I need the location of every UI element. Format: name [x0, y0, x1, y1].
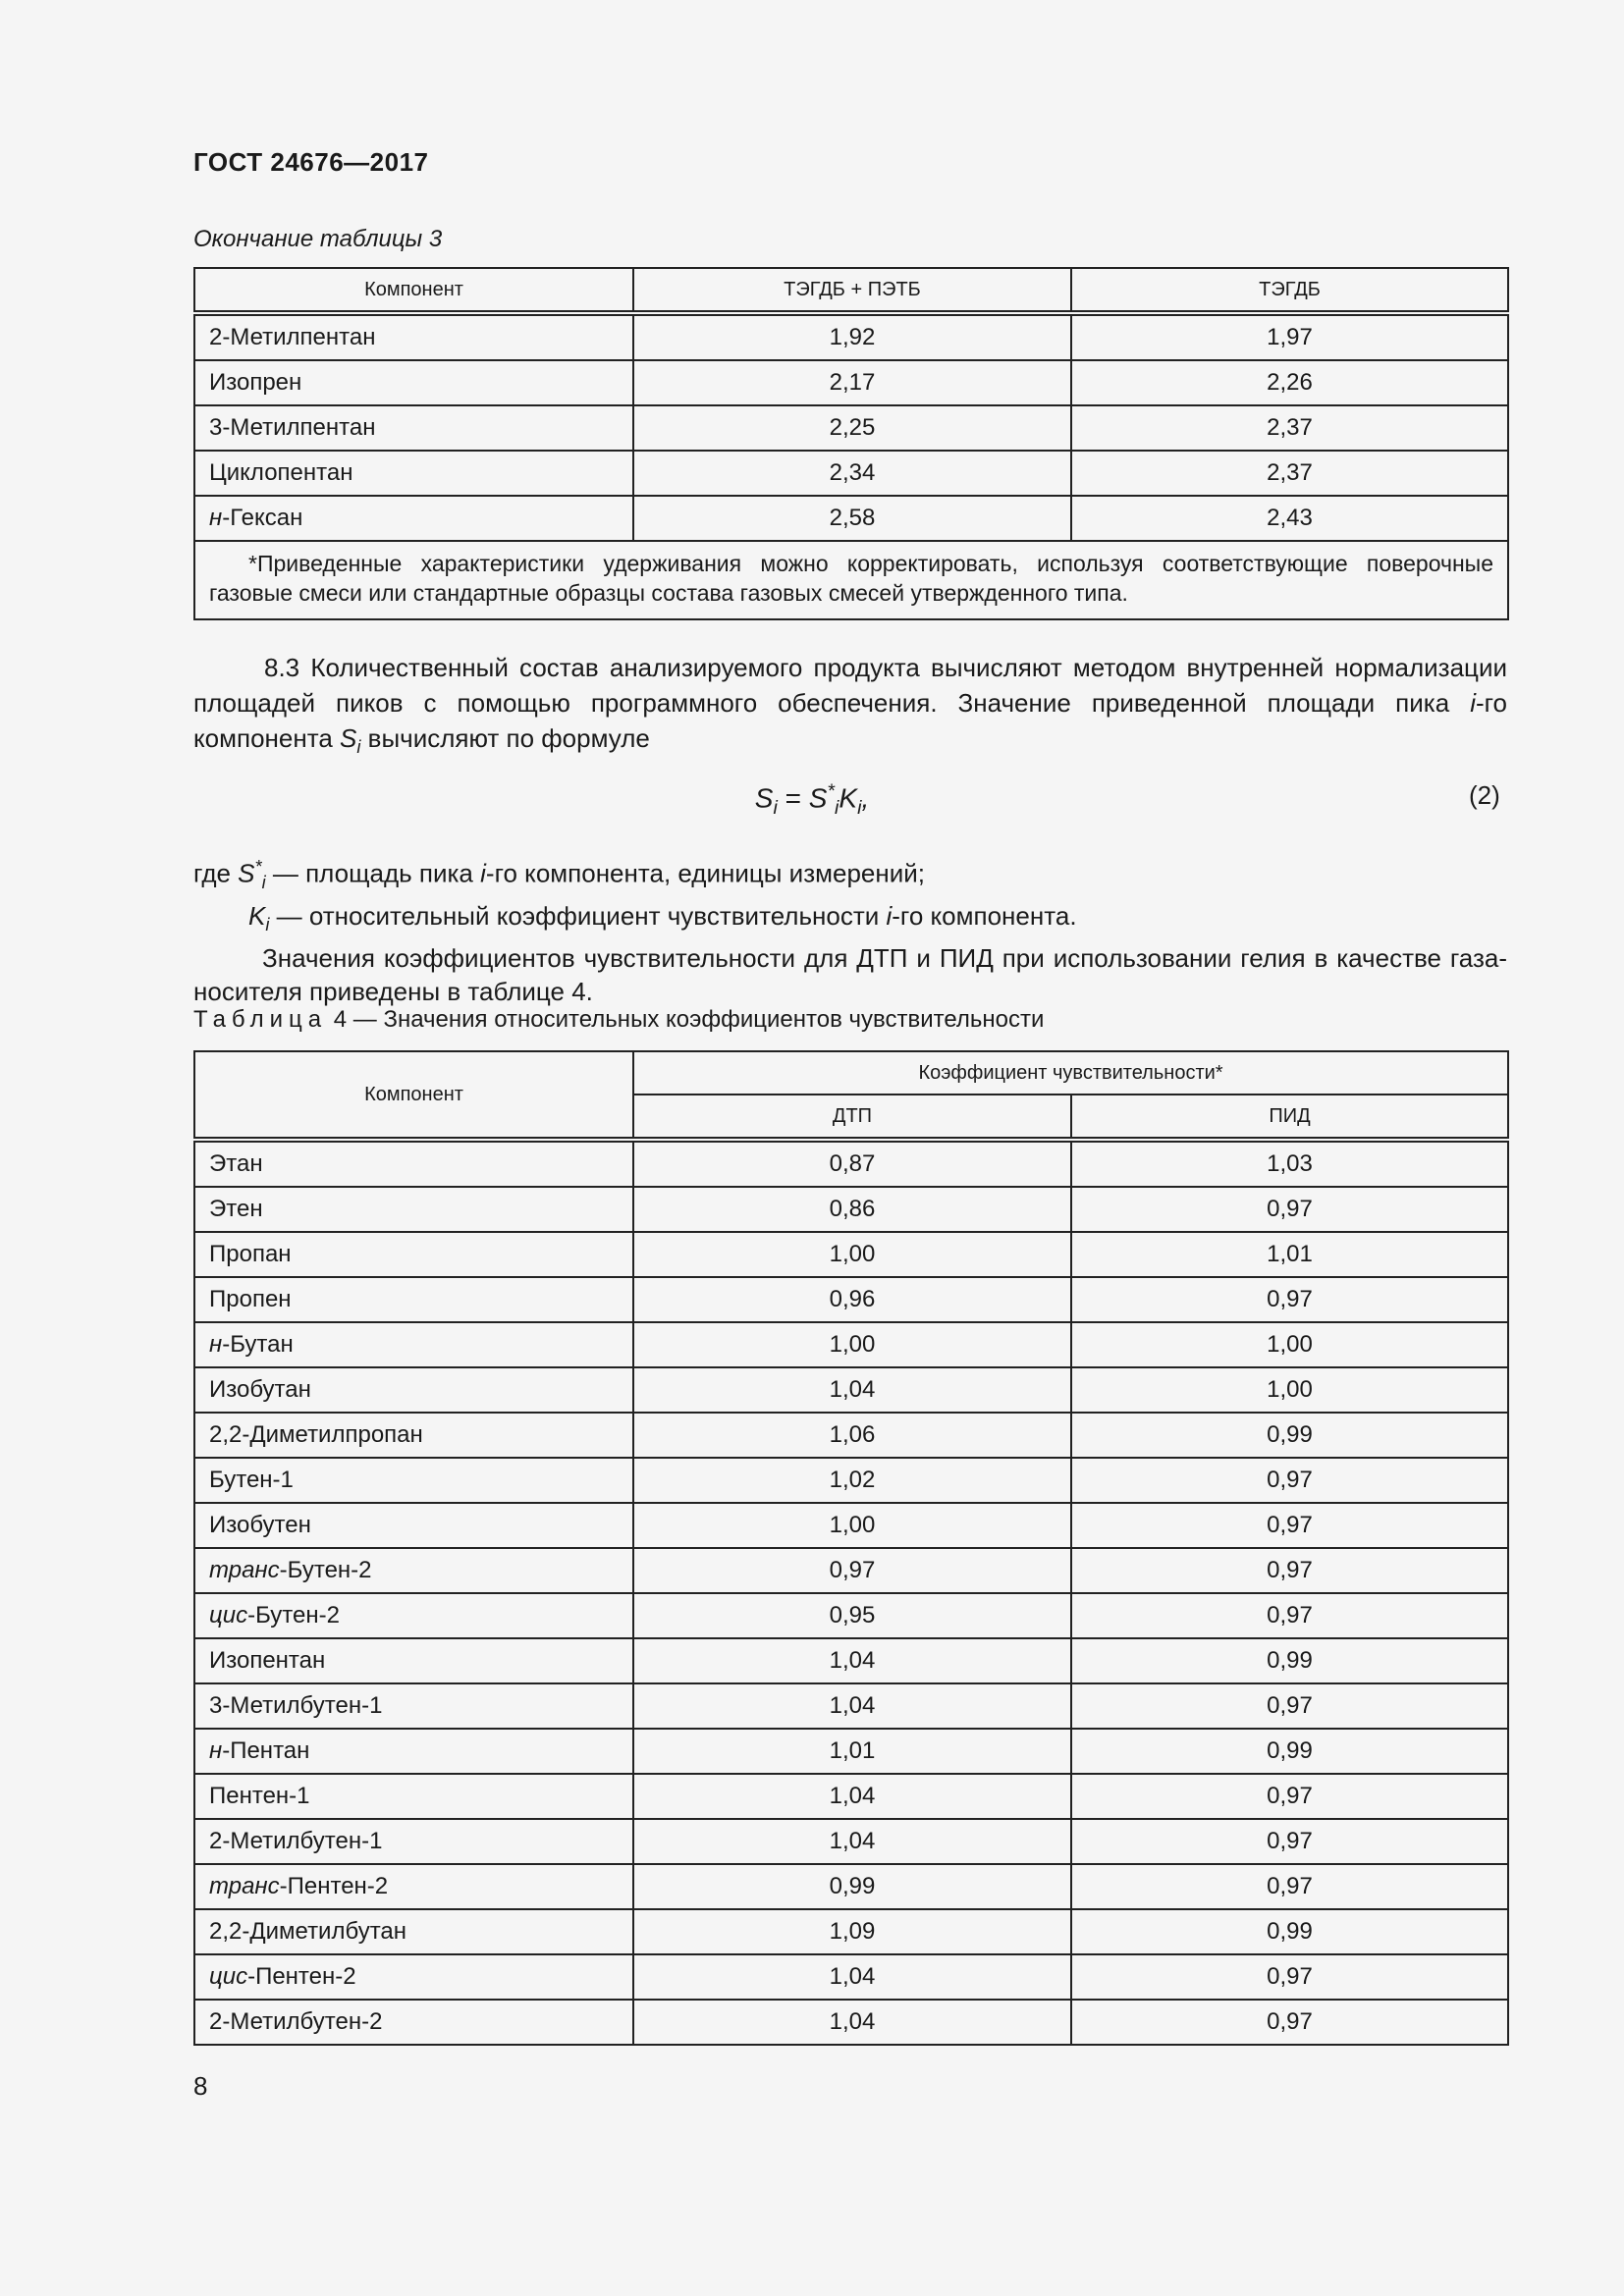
component-name: 2,2-Диметилпропан [209, 1420, 423, 1448]
table-row [194, 1413, 1508, 1458]
para1-s-sub: i [356, 737, 361, 758]
table3-note-text: *Приведенные характеристики удерживания можно корректировать, используя соответствующие поверочные газовые смеси или стандартные образцы состава газовых смесей утвержденного типа. [209, 551, 1493, 606]
component-name: -Бутан [222, 1330, 294, 1358]
value-cell: 2,43 [1071, 496, 1508, 541]
component-name: -Пентен-2 [279, 1872, 389, 1899]
table3-col-component: Компонент [194, 268, 633, 313]
value-cell: 1,04 [633, 1774, 1071, 1819]
component-name-cell [194, 1140, 633, 1187]
component-name-cell [194, 1683, 633, 1729]
value-cell: 0,99 [1071, 1729, 1508, 1774]
table-row [194, 2000, 1508, 2045]
component-name: Этен [209, 1195, 263, 1222]
component-name-cell [194, 1187, 633, 1232]
component-name-cell [194, 1277, 633, 1322]
component-name-cell [194, 360, 633, 405]
table-row [194, 1729, 1508, 1774]
table-row [194, 405, 1508, 451]
component-name: 2-Метилбутен-2 [209, 2007, 383, 2035]
table3-col-tegdb: ТЭГДБ [1071, 268, 1508, 313]
component-name: -Пентан [222, 1736, 310, 1764]
where-k: K [248, 900, 266, 931]
component-name: Изобутен [209, 1511, 311, 1538]
component-name: 2,2-Диметилбутан [209, 1917, 407, 1945]
where-s-sup: * [254, 857, 262, 877]
table-row [194, 451, 1508, 496]
where-s-sub: i [261, 872, 266, 892]
value-cell: 1,04 [633, 1367, 1071, 1413]
table4-col-component: Компонент [194, 1051, 633, 1140]
table-row [194, 1638, 1508, 1683]
table3-note [194, 541, 1508, 619]
table4-header-row-1 [194, 1051, 1508, 1095]
table3-note-row [194, 541, 1508, 619]
where-k-sub: i [265, 915, 270, 935]
value-cell: 1,92 [633, 313, 1071, 360]
value-cell: 1,09 [633, 1909, 1071, 1954]
where-lead: где [193, 858, 239, 888]
value-cell: 0,97 [1071, 1819, 1508, 1864]
para1-text-2: -го компонента [193, 688, 1507, 753]
table4-caption [193, 1006, 1044, 1034]
formula-rhs-sub: i [835, 796, 839, 819]
value-cell: 0,97 [1071, 1774, 1508, 1819]
where-s-text1: — площадь пика [265, 858, 481, 888]
value-cell: 0,97 [1071, 1187, 1508, 1232]
table-row [194, 496, 1508, 541]
value-cell: 1,01 [633, 1729, 1071, 1774]
value-cell: 1,00 [633, 1322, 1071, 1367]
value-cell: 0,96 [633, 1277, 1071, 1322]
document-header: ГОСТ 24676—2017 [193, 147, 429, 177]
component-name: Этан [209, 1149, 263, 1177]
component-prefix: н [209, 1736, 223, 1764]
value-cell: 1,04 [633, 2000, 1071, 2045]
component-name: 3-Метилпентан [209, 413, 376, 441]
value-cell: 1,06 [633, 1413, 1071, 1458]
component-prefix: цис [209, 1962, 248, 1990]
component-prefix: транс [209, 1556, 280, 1583]
formula-explanation [193, 850, 1507, 1008]
value-cell: 0,97 [1071, 1683, 1508, 1729]
component-name: 3-Метилбутен-1 [209, 1691, 383, 1719]
value-cell: 0,95 [633, 1593, 1071, 1638]
component-prefix: н [209, 504, 223, 531]
component-name-cell [194, 2000, 633, 2045]
value-cell: 1,00 [633, 1503, 1071, 1548]
table-row [194, 1277, 1508, 1322]
component-prefix: цис [209, 1601, 248, 1629]
table4-col-dtp: ДТП [633, 1095, 1071, 1140]
table-row [194, 1593, 1508, 1638]
table-row [194, 1683, 1508, 1729]
component-name-cell [194, 1729, 633, 1774]
table4-caption-label: Таблица [193, 1006, 328, 1033]
para1-text-1: 8.3 Количественный состав анализируемого продукта вычисляют методом внутренней нормализации площадей пиков с помощью программного обеспечения. Значение приведенной площади пика [193, 653, 1507, 718]
value-cell: 0,87 [633, 1140, 1071, 1187]
value-cell: 1,02 [633, 1458, 1071, 1503]
component-name: 2-Метилпентан [209, 323, 376, 350]
value-cell: 0,99 [1071, 1909, 1508, 1954]
value-cell: 2,25 [633, 405, 1071, 451]
component-name-cell [194, 1413, 633, 1458]
value-cell: 0,97 [1071, 1277, 1508, 1322]
component-prefix: транс [209, 1872, 280, 1899]
component-name-cell [194, 313, 633, 360]
value-cell: 0,97 [1071, 1593, 1508, 1638]
component-name: Пропен [209, 1285, 292, 1312]
where-line-k [193, 899, 1507, 941]
where-k-text2: -го компонента. [892, 900, 1077, 931]
component-name: Изопентан [209, 1646, 326, 1674]
table4-col-pid: ПИД [1071, 1095, 1508, 1140]
component-name: -Бутен-2 [247, 1601, 340, 1629]
component-name-cell [194, 1548, 633, 1593]
component-name-cell [194, 451, 633, 496]
table3-col-tegdb-petb: ТЭГДБ + ПЭТБ [633, 268, 1071, 313]
component-name: Изобутан [209, 1375, 311, 1403]
component-name-cell [194, 1322, 633, 1367]
table3-caption: Окончание таблицы 3 [193, 226, 443, 252]
value-cell: 0,97 [1071, 1548, 1508, 1593]
value-cell: 2,17 [633, 360, 1071, 405]
value-cell: 1,01 [1071, 1232, 1508, 1277]
table-row [194, 1819, 1508, 1864]
where-s: S [238, 858, 255, 888]
table-row [194, 1503, 1508, 1548]
component-name-cell [194, 1503, 633, 1548]
where-line-s [193, 850, 1507, 899]
value-cell: 0,99 [633, 1864, 1071, 1909]
formula-number: (2) [1469, 780, 1500, 810]
value-cell: 1,04 [633, 1954, 1071, 2000]
table-row [194, 1774, 1508, 1819]
value-cell: 1,00 [633, 1232, 1071, 1277]
component-name: Бутен-1 [209, 1466, 294, 1493]
table-row [194, 1548, 1508, 1593]
component-name: Циклопентан [209, 458, 353, 486]
value-cell: 1,97 [1071, 313, 1508, 360]
table-row [194, 1954, 1508, 2000]
table3 [193, 267, 1509, 620]
component-name-cell [194, 1909, 633, 1954]
value-cell: 0,97 [1071, 1503, 1508, 1548]
para1-s: S [340, 723, 357, 753]
where-k-text1: — относительный коэффициент чувствительности [269, 900, 887, 931]
table-row [194, 1187, 1508, 1232]
value-cell: 1,00 [1071, 1367, 1508, 1413]
table-row [194, 1232, 1508, 1277]
component-name-cell [194, 1232, 633, 1277]
component-name: -Бутен-2 [279, 1556, 372, 1583]
value-cell: 2,34 [633, 451, 1071, 496]
component-name: 2-Метилбутен-1 [209, 1827, 383, 1854]
component-name-cell [194, 1864, 633, 1909]
value-cell: 0,99 [1071, 1638, 1508, 1683]
value-cell: 0,97 [1071, 2000, 1508, 2045]
formula-rhs-k-sub: i [857, 796, 862, 819]
value-cell: 0,97 [1071, 1458, 1508, 1503]
component-name-cell [194, 1638, 633, 1683]
table-row [194, 1140, 1508, 1187]
formula-eq: = [777, 782, 809, 814]
table-row [194, 1458, 1508, 1503]
value-cell: 1,04 [633, 1683, 1071, 1729]
table-row [194, 1367, 1508, 1413]
component-name-cell [194, 1819, 633, 1864]
component-name-cell [194, 1367, 633, 1413]
table4-caption-title: 4 — Значения относительных коэффициентов чувствительности [327, 1006, 1045, 1033]
value-cell: 0,86 [633, 1187, 1071, 1232]
table4 [193, 1050, 1509, 2046]
value-cell: 0,99 [1071, 1413, 1508, 1458]
para1-text-3: вычисляют по формуле [360, 723, 650, 753]
formula-tail: , [861, 782, 870, 814]
formula-2 [0, 780, 1624, 820]
formula-lhs-sub: i [773, 796, 778, 819]
value-cell: 1,04 [633, 1819, 1071, 1864]
value-cell: 2,26 [1071, 360, 1508, 405]
formula-rhs-sup: * [827, 780, 836, 802]
component-name-cell [194, 1954, 633, 2000]
value-cell: 1,00 [1071, 1322, 1508, 1367]
para1-i: i [1470, 688, 1476, 718]
component-name: Пропан [209, 1240, 292, 1267]
table3-header-row [194, 268, 1508, 313]
value-cell: 1,04 [633, 1638, 1071, 1683]
page-number: 8 [193, 2071, 208, 2101]
table-row [194, 360, 1508, 405]
where-s-i: i [480, 858, 486, 888]
formula-rhs-k: K [839, 782, 858, 814]
component-name-cell [194, 1593, 633, 1638]
component-name-cell [194, 1458, 633, 1503]
value-cell: 1,03 [1071, 1140, 1508, 1187]
component-name-cell [194, 496, 633, 541]
table4-body [194, 1140, 1508, 2045]
formula-lhs: S [754, 782, 774, 814]
table-row [194, 1909, 1508, 1954]
table4-col-group: Коэффициент чувствительности* [633, 1051, 1508, 1095]
value-cell: 0,97 [1071, 1954, 1508, 2000]
value-cell: 2,58 [633, 496, 1071, 541]
component-name: -Пентен-2 [247, 1962, 356, 1990]
component-name: -Гексан [222, 504, 303, 531]
where-s-text2: -го компонента, единицы измерений; [485, 858, 925, 888]
where-k-i: i [886, 900, 893, 931]
component-name-cell [194, 1774, 633, 1819]
value-cell: 0,97 [633, 1548, 1071, 1593]
component-prefix: н [209, 1330, 223, 1358]
component-name: Изопрен [209, 368, 302, 396]
value-cell: 2,37 [1071, 405, 1508, 451]
table-row [194, 1322, 1508, 1367]
table3-body [194, 313, 1508, 541]
value-cell: 0,97 [1071, 1864, 1508, 1909]
component-name-cell [194, 405, 633, 451]
formula-rhs-s: S [808, 782, 828, 814]
where-paragraph: Значения коэффициентов чувствительности для ДТП и ПИД при использовании гелия в качестве газа-носителя приведены в таблице 4. [193, 943, 1507, 1007]
table-row [194, 1864, 1508, 1909]
table-row [194, 313, 1508, 360]
component-name: Пентен-1 [209, 1782, 310, 1809]
value-cell: 2,37 [1071, 451, 1508, 496]
paragraph-8-3 [193, 650, 1507, 765]
